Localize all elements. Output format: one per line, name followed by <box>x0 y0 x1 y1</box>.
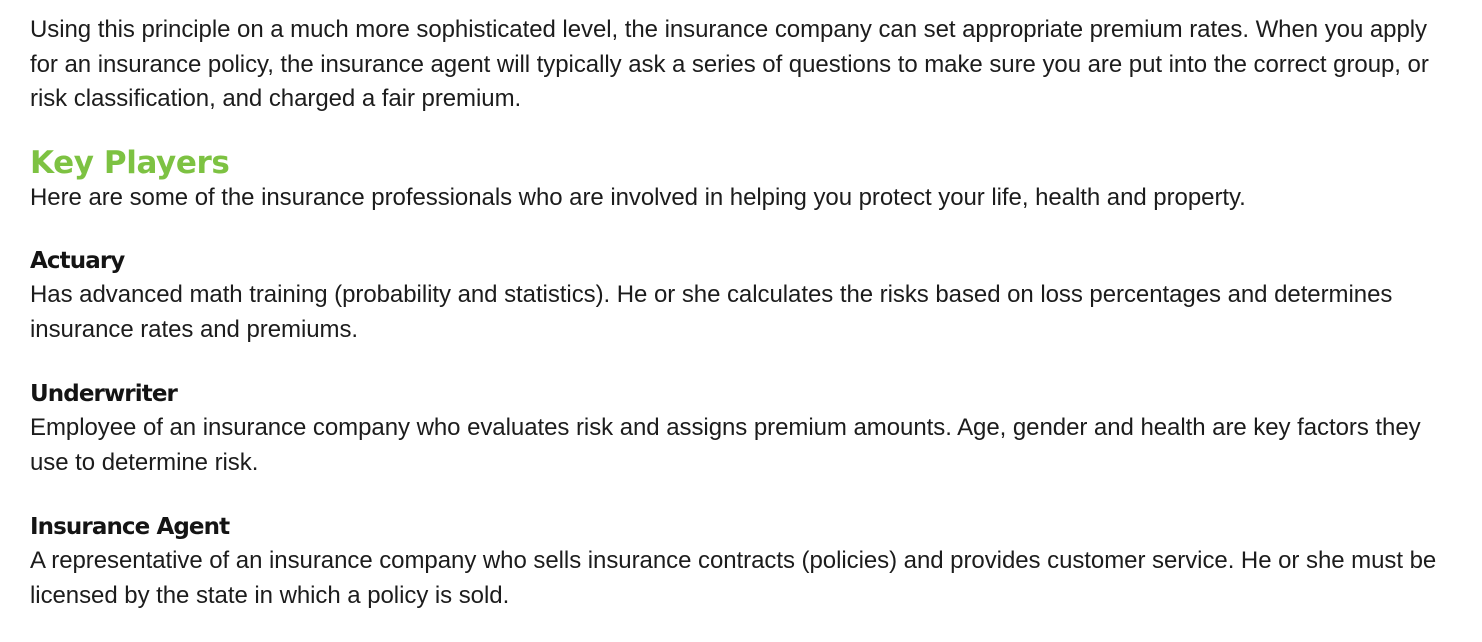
player-entry-insurance-agent <box>30 511 1452 613</box>
section-intro-paragraph: Here are some of the insurance professionals who are involved in helping you protect your life, health and property. <box>30 183 1246 211</box>
intro-paragraph: Using this principle on a much more sophisticated level, the insurance company can set appropriate premium rates. When you apply for an insurance policy, the insurance agent will typically ask a series of questions to make sure you are put into the correct group, or risk classification, and charged a fair premium. <box>30 16 1429 112</box>
section-heading-key-players: Key Players <box>30 144 230 181</box>
player-entry-actuary <box>30 245 1452 347</box>
player-entry-underwriter <box>30 378 1452 480</box>
term-description-actuary: Has advanced math training (probability and statistics). He or she calculates the risks based on loss percentages and determines insurance rates and premiums. <box>30 281 1393 343</box>
term-description-underwriter: Employee of an insurance company who evaluates risk and assigns premium amounts. Age, gender and health are key factors they use to determine risk. <box>30 414 1421 476</box>
term-heading-underwriter: Underwriter <box>30 381 177 407</box>
term-description-insurance-agent: A representative of an insurance company who sells insurance contracts (policies) and provides customer service. He or she must be licensed by the state in which a policy is sold. <box>30 547 1437 609</box>
term-heading-insurance-agent: Insurance Agent <box>30 514 230 540</box>
term-heading-actuary: Actuary <box>30 248 125 274</box>
